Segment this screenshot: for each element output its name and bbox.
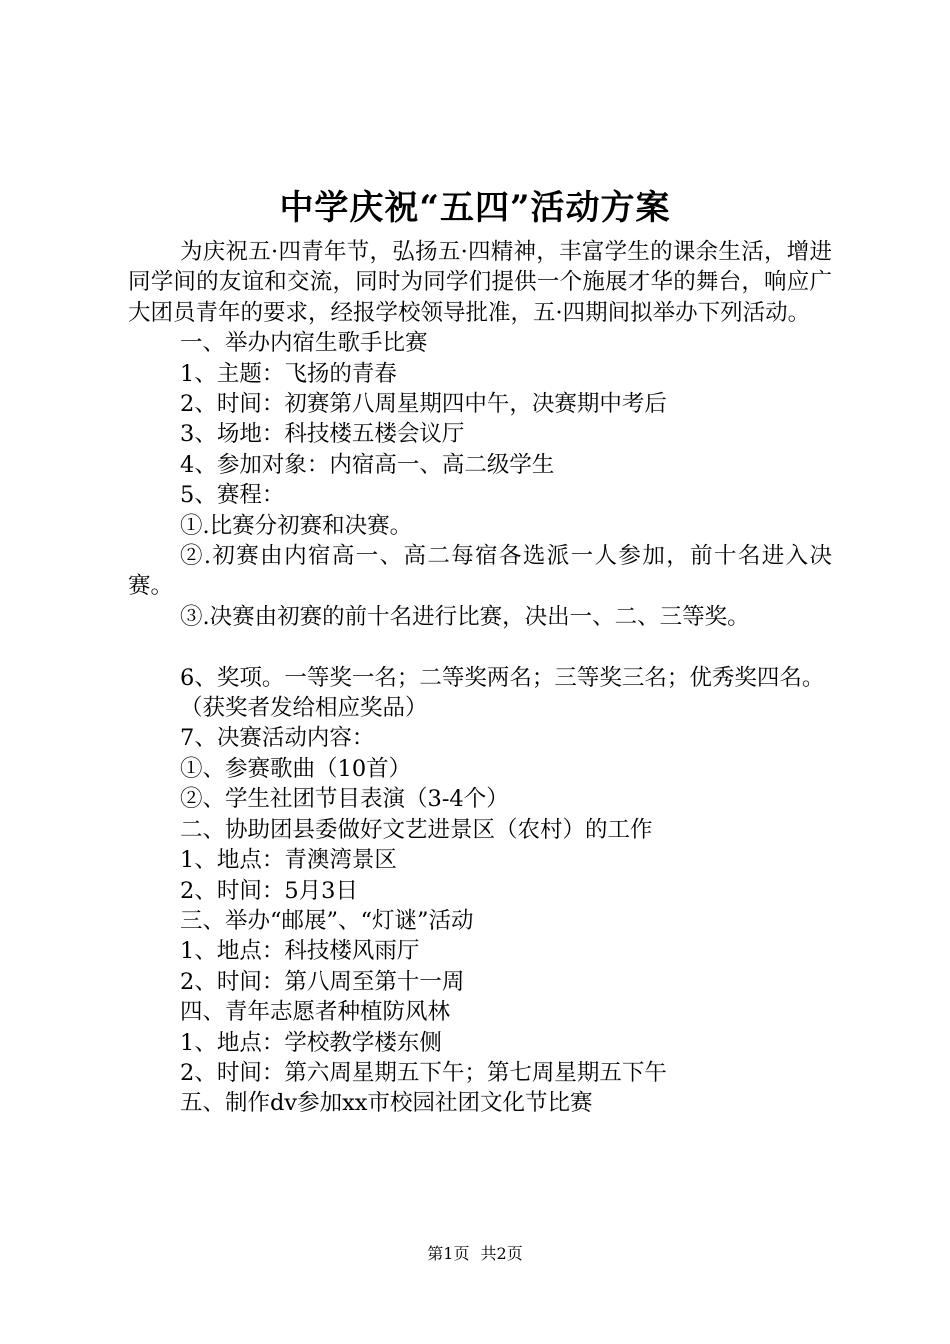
list-item: ③.决赛由初赛的前十名进行比赛，决出一、二、三等奖。 — [180, 603, 750, 630]
blank-line — [128, 632, 832, 662]
section-heading-2: 二、协助团县委做好文艺进景区（农村）的工作 — [180, 816, 653, 843]
list-item: 3、场地：科技楼五楼会议厅 — [180, 421, 465, 448]
list-item: 2、时间：5月3日 — [180, 877, 358, 904]
list-item: ①.比赛分初赛和决赛。 — [180, 512, 413, 539]
list-item: 1、地点：科技楼风雨厅 — [180, 938, 420, 965]
list-item: 2、时间：第八周至第十一周 — [180, 968, 465, 995]
intro-paragraph: 为庆祝五·四青年节，弘扬五·四精神，丰富学生的课余生活，增进同学间的友谊和交流，同时为同学们提供一个施展才华的舞台，响应广大团员青年的要求，经报学校领导批准，五·四期间拟举办下列活动。 — [128, 239, 832, 326]
page-number: 第1页 — [427, 1244, 470, 1263]
list-item: 2、时间：第六周星期五下午；第七周星期五下午 — [180, 1059, 667, 1086]
section-heading-4: 四、青年志愿者种植防风林 — [180, 999, 451, 1026]
list-item: 1、地点：学校教学楼东侧 — [180, 1029, 442, 1056]
list-item: 1、主题：飞扬的青春 — [180, 360, 397, 387]
section-heading-3: 三、举办“邮展”、“灯谜”活动 — [180, 907, 474, 934]
list-item: 2、时间：初赛第八周星期四中午，决赛期中考后 — [180, 391, 667, 418]
list-item: 5、赛程： — [180, 482, 285, 509]
list-item: 7、决赛活动内容： — [180, 725, 375, 752]
page-total: 共2页 — [480, 1244, 523, 1263]
list-item: ①、参赛歌曲（10首） — [180, 755, 412, 782]
list-item: （获奖者发给相应奖品） — [180, 695, 428, 722]
document-title: 中学庆祝“五四”活动方案 — [279, 188, 671, 228]
list-item: 1、地点：青澳湾景区 — [180, 847, 397, 874]
list-item: ②、学生社团节目表演（3-4个） — [180, 786, 509, 813]
section-heading-5: 五、制作dv参加xx市校园社团文化节比赛 — [180, 1090, 593, 1117]
list-item: 4、参加对象：内宿高一、高二级学生 — [180, 451, 555, 478]
document-body — [128, 237, 832, 1119]
section-heading-1: 一、举办内宿生歌手比赛 — [180, 330, 428, 357]
list-item: 6、奖项。一等奖一名；二等奖两名；三等奖三名；优秀奖四名。 — [180, 664, 825, 691]
list-item: ②.初赛由内宿高一、高二每宿各选派一人参加，前十名进入决赛。 — [128, 543, 832, 600]
page-footer — [0, 1243, 950, 1265]
